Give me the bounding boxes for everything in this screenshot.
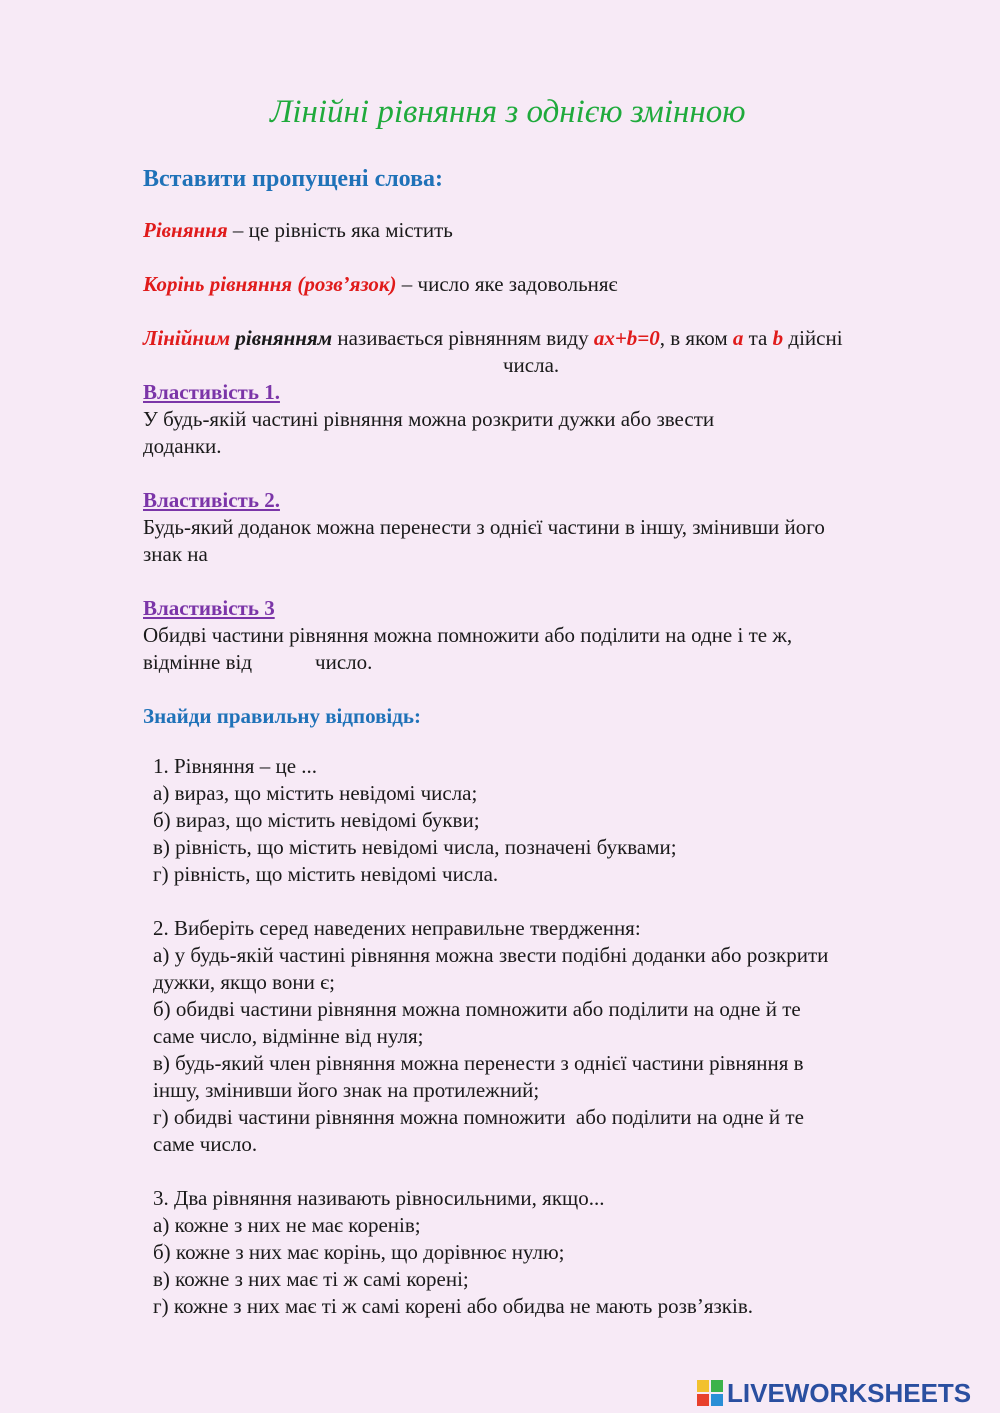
term-root: Корінь рівняння (розв’язок) (143, 272, 397, 296)
definition-linear-line2: числа. (503, 353, 560, 377)
linear-formula: ax+b=0 (593, 326, 660, 350)
definition-linear-text-2: , в яком (659, 326, 733, 350)
property-1-line-2: доданки. (143, 434, 222, 458)
property-2-title: Властивість 2. (143, 488, 280, 512)
property-1-title: Властивість 1. (143, 380, 280, 404)
property-3-line-1: Обидві частини рівняння можна помножити або поділити на одне і те ж, (143, 623, 793, 647)
question-2-prompt: 2. Виберіть серед наведених неправильне твердження: (153, 916, 641, 940)
question-1-prompt: 1. Рівняння – це ... (153, 754, 318, 778)
question-2-option-c: в) будь-який член рівняння можна перенести з однієї частини рівняння в (153, 1051, 804, 1075)
find-answer-heading: Знайди правильну відповідь: (143, 704, 421, 728)
property-2-line-1: Будь-який доданок можна перенести з однієї частини в іншу, змінивши його (143, 515, 825, 539)
definition-root (143, 272, 618, 297)
term-linear: Лінійним (143, 326, 231, 350)
question-3-option-a: а) кожне з них не має коренів; (153, 1213, 421, 1237)
question-2-option-b-cont: саме число, відмінне від нуля; (153, 1024, 424, 1048)
fill-in-heading: Вставити пропущені слова: (143, 166, 444, 192)
question-2-option-c-cont: іншу, змінивши його знак на протилежний; (153, 1078, 540, 1102)
definition-linear (143, 326, 843, 351)
liveworksheets-logo (697, 1376, 971, 1410)
liveworksheets-logo-icon (697, 1380, 723, 1406)
question-2-option-a: а) у будь-якій частині рівняння можна звести подібні доданки або розкрити (153, 943, 829, 967)
property-3-line-2: відмінне від число. (143, 650, 373, 674)
question-1-option-d: г) рівність, що містить невідомі числа. (153, 862, 499, 886)
definition-linear-text-3: та (743, 326, 773, 350)
property-1-line-1: У будь-якій частині рівняння можна розкрити дужки або звести (143, 407, 715, 431)
question-3-option-c: в) кожне з них має ті ж самі корені; (153, 1267, 469, 1291)
term-equation: Рівняння (143, 218, 228, 242)
property-2-line-2: знак на (143, 542, 208, 566)
definition-equation-text: – це рівність яка містить (227, 218, 453, 242)
definition-linear-text: називається рівнянням виду (332, 326, 594, 350)
question-2-option-b: б) обидві частини рівняння можна помножити або поділити на одне й те (153, 997, 801, 1021)
question-1-option-c: в) рівність, що містить невідомі числа, позначені буквами; (153, 835, 677, 859)
definition-equation (143, 218, 453, 243)
question-3-prompt: 3. Два рівняння називають рівносильними, якщо... (153, 1186, 605, 1210)
question-1-option-b: б) вираз, що містить невідомі букви; (153, 808, 480, 832)
term-equation-word: рівнянням (235, 326, 333, 350)
logo-text: LIVEWORKSHEETS (727, 1377, 972, 1408)
question-2-option-d-cont: саме число. (153, 1132, 258, 1156)
var-a: a (732, 326, 744, 350)
property-3-title: Властивість 3 (143, 596, 275, 620)
page-title: Лінійні рівняння з однією змінною (270, 94, 746, 130)
definition-linear-text-4: дійсні (783, 326, 843, 350)
definition-root-text: – число яке задовольняє (396, 272, 618, 296)
var-b: b (772, 326, 784, 350)
question-1-option-a: а) вираз, що містить невідомі числа; (153, 781, 478, 805)
question-2-option-d: г) обидві частини рівняння можна помножити або поділити на одне й те (153, 1105, 804, 1129)
question-3-option-d: г) кожне з них має ті ж самі корені або обидва не мають розв’язків. (153, 1294, 753, 1318)
question-2-option-a-cont: дужки, якщо вони є; (153, 970, 335, 994)
question-3-option-b: б) кожне з них має корінь, що дорівнює нулю; (153, 1240, 565, 1264)
